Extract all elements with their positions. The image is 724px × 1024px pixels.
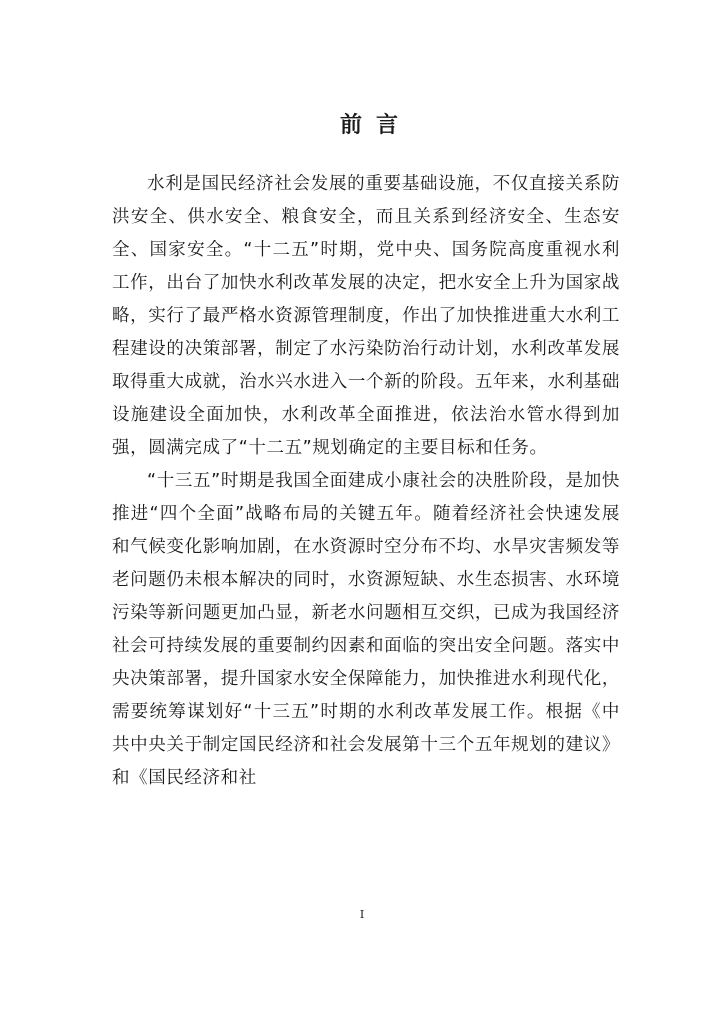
document-body <box>112 168 620 795</box>
page-number: I <box>359 908 365 921</box>
paragraph-1: 水利是国民经济社会发展的重要基础设施，不仅直接关系防洪安全、供水安全、粮食安全，而且关系到经济安全、生态安全、国家安全。“十二五”时期，党中央、国务院高度重视水利工作，出台了加快水利改革发展的决定，把水安全上升为国家战略，实行了最严格水资源管理制度，作出了加快推进重大水利工程建设的决策部署，制定了水污染防治行动计划，水利改革发展取得重大成就，治水兴水进入一个新的阶段。五年来，水利基础设施建设全面加快，水利改革全面推进，依法治水管水得到加强，圆满完成了“十二五”规划确定的主要目标和任务。 <box>112 174 620 458</box>
page-title: 前言 <box>339 113 412 138</box>
paragraph-2: “十三五”时期是我国全面建成小康社会的决胜阶段，是加快推进“四个全面”战略布局的关键五年。随着经济社会快速发展和气候变化影响加剧，在水资源时空分布不均、水旱灾害频发等老问题仍未根本解决的同时，水资源短缺、水生态损害、水环境污染等新问题更加凸显，新老水问题相互交织，已成为我国经济社会可持续发展的重要制约因素和面临的突出安全问题。落实中央决策部署，提升国家水安全保障能力，加快推进水利现代化，需要统筹谋划好“十三五”时期的水利改革发展工作。根据《中共中央关于制定国民经济和社会发展第十三个五年规划的建议》和《国民经济和社 <box>112 471 620 788</box>
